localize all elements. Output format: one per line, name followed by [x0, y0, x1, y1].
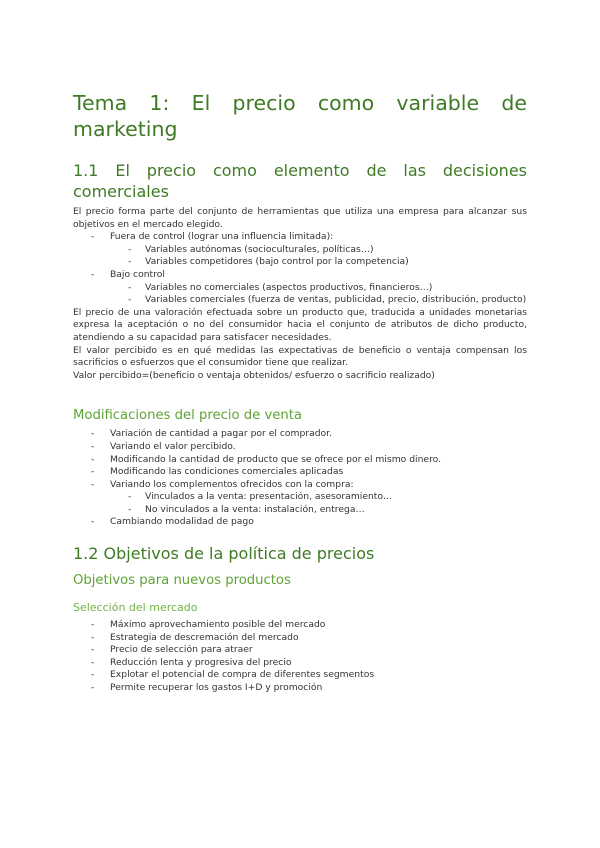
list-item: - Variables comerciales (fuerza de ventas, publicidad, precio, distribución, producto) — [110, 294, 527, 307]
list-item: - Explotar el potencial de compra de diferentes segmentos — [73, 669, 527, 682]
list-item: - Variación de cantidad a pagar por el comprador. — [73, 428, 527, 441]
list-item: - Variables competidores (bajo control por la competencia) — [110, 256, 527, 269]
list-item — [73, 479, 527, 517]
list-item: - Variando el valor percibido. — [73, 441, 527, 454]
list-item: - Permite recuperar los gastos I+D y promoción — [73, 682, 527, 695]
list-item-label: Variando los complementos ofrecidos con la compra: — [110, 478, 354, 490]
modificaciones-list — [73, 428, 527, 529]
page-title: Tema 1: El precio como variable de marketing — [73, 91, 527, 141]
list-item: - Vinculados a la venta: presentación, asesoramiento… — [110, 491, 527, 504]
section-2-heading: 1.2 Objetivos de la política de precios — [73, 544, 375, 564]
list-item-label: Fuera de control (lograr una influencia limitada): — [110, 231, 334, 243]
paragraph-valor-percibido: El valor percibido es en qué medidas las expectativas de beneficio o ventaja compensan los sacrificios o esfuerzos que el consumidor tiene que realizar. — [73, 344, 527, 369]
sub-list — [110, 244, 527, 269]
list-item-label: Bajo control — [110, 268, 165, 280]
section-1-intro: El precio forma parte del conjunto de herramientas que utiliza una empresa para alcanzar sus objetivos en el mercado elegido. — [73, 206, 527, 230]
section-1-heading: 1.1 El precio como elemento de las decisiones comerciales — [73, 161, 527, 201]
list-item: - Modificando la cantidad de producto que se ofrece por el mismo dinero. — [73, 454, 527, 467]
modificaciones-heading: Modificaciones del precio de venta — [73, 408, 302, 424]
paragraph-formula: Valor percibido=(beneficio o ventaja obtenidos/ esfuerzo o sacrificio realizado) — [73, 369, 435, 381]
seleccion-list — [73, 619, 527, 695]
list-item: - Variables no comerciales (aspectos productivos, financieros…) — [110, 282, 527, 295]
list-item: - Reducción lenta y progresiva del precio — [73, 657, 527, 670]
list-item: - Precio de selección para atraer — [73, 644, 527, 657]
list-item: - Cambiando modalidad de pago — [73, 516, 527, 529]
list-item — [73, 269, 527, 307]
list-item: - Variables autónomas (socioculturales, políticas…) — [110, 244, 527, 257]
list-item: - Estrategia de descremación del mercado — [73, 632, 527, 645]
sub-list — [110, 282, 527, 307]
paragraph-valoracion: El precio de una valoración efectuada sobre un producto que, traducida a unidades monetarias expresa la aceptación o no del consumidor hacia el conjunto de atributos de dicho producto, atendiendo a su capacidad para satisfacer necesidades. — [73, 306, 527, 343]
control-list — [73, 231, 527, 307]
nuevos-productos-heading: Objetivos para nuevos productos — [73, 573, 291, 589]
list-item: - Máximo aprovechamiento posible del mercado — [73, 619, 527, 632]
sub-list — [110, 491, 527, 516]
list-item: - Modificando las condiciones comerciales aplicadas — [73, 466, 527, 479]
list-item — [73, 231, 527, 269]
list-item: - No vinculados a la venta: instalación, entrega… — [110, 504, 527, 517]
seleccion-mercado-heading: Selección del mercado — [73, 601, 198, 615]
